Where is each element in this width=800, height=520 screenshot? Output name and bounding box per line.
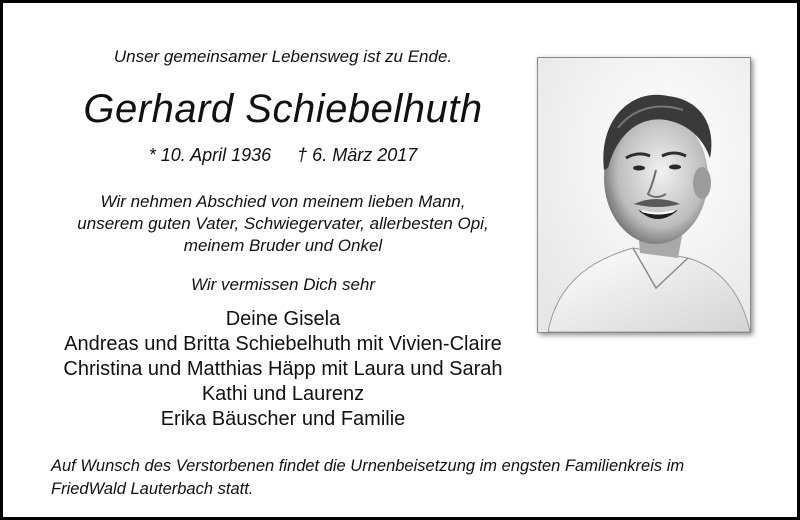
family-line: Andreas und Britta Schiebelhuth mit Vivien-Claire (64, 333, 502, 355)
intro-line: Unser gemeinsamer Lebensweg ist zu Ende. (113, 47, 453, 66)
family-line: Deine Gisela (225, 308, 341, 330)
farewell-text (23, 191, 543, 257)
deceased-name: Gerhard Schiebelhuth (83, 87, 483, 131)
family-list (23, 307, 543, 432)
burial-note (51, 455, 781, 501)
family-line: Kathi und Laurenz (201, 383, 365, 405)
life-dates (23, 145, 543, 166)
birth-date: * 10. April 1936 (148, 145, 272, 165)
farewell-line: unserem guten Vater, Schwiegervater, allerbesten Opi, (77, 214, 489, 233)
family-line: Erika Bäuscher und Familie (160, 408, 406, 430)
farewell-line: Wir nehmen Abschied von meinem lieben Mann, (100, 192, 466, 211)
burial-note-line: Auf Wunsch des Verstorbenen findet die Urnenbeisetzung im engsten Familienkreis im (51, 457, 685, 475)
portrait-image (538, 58, 750, 332)
burial-note-line: FriedWald Lauterbach statt. (51, 480, 254, 498)
death-date: † 6. März 2017 (297, 145, 418, 165)
portrait-photo (537, 57, 751, 333)
family-line: Christina und Matthias Häpp mit Laura und Sarah (63, 358, 503, 380)
miss-line: Wir vermissen Dich sehr (190, 275, 376, 294)
farewell-line: meinem Bruder und Onkel (183, 236, 383, 255)
